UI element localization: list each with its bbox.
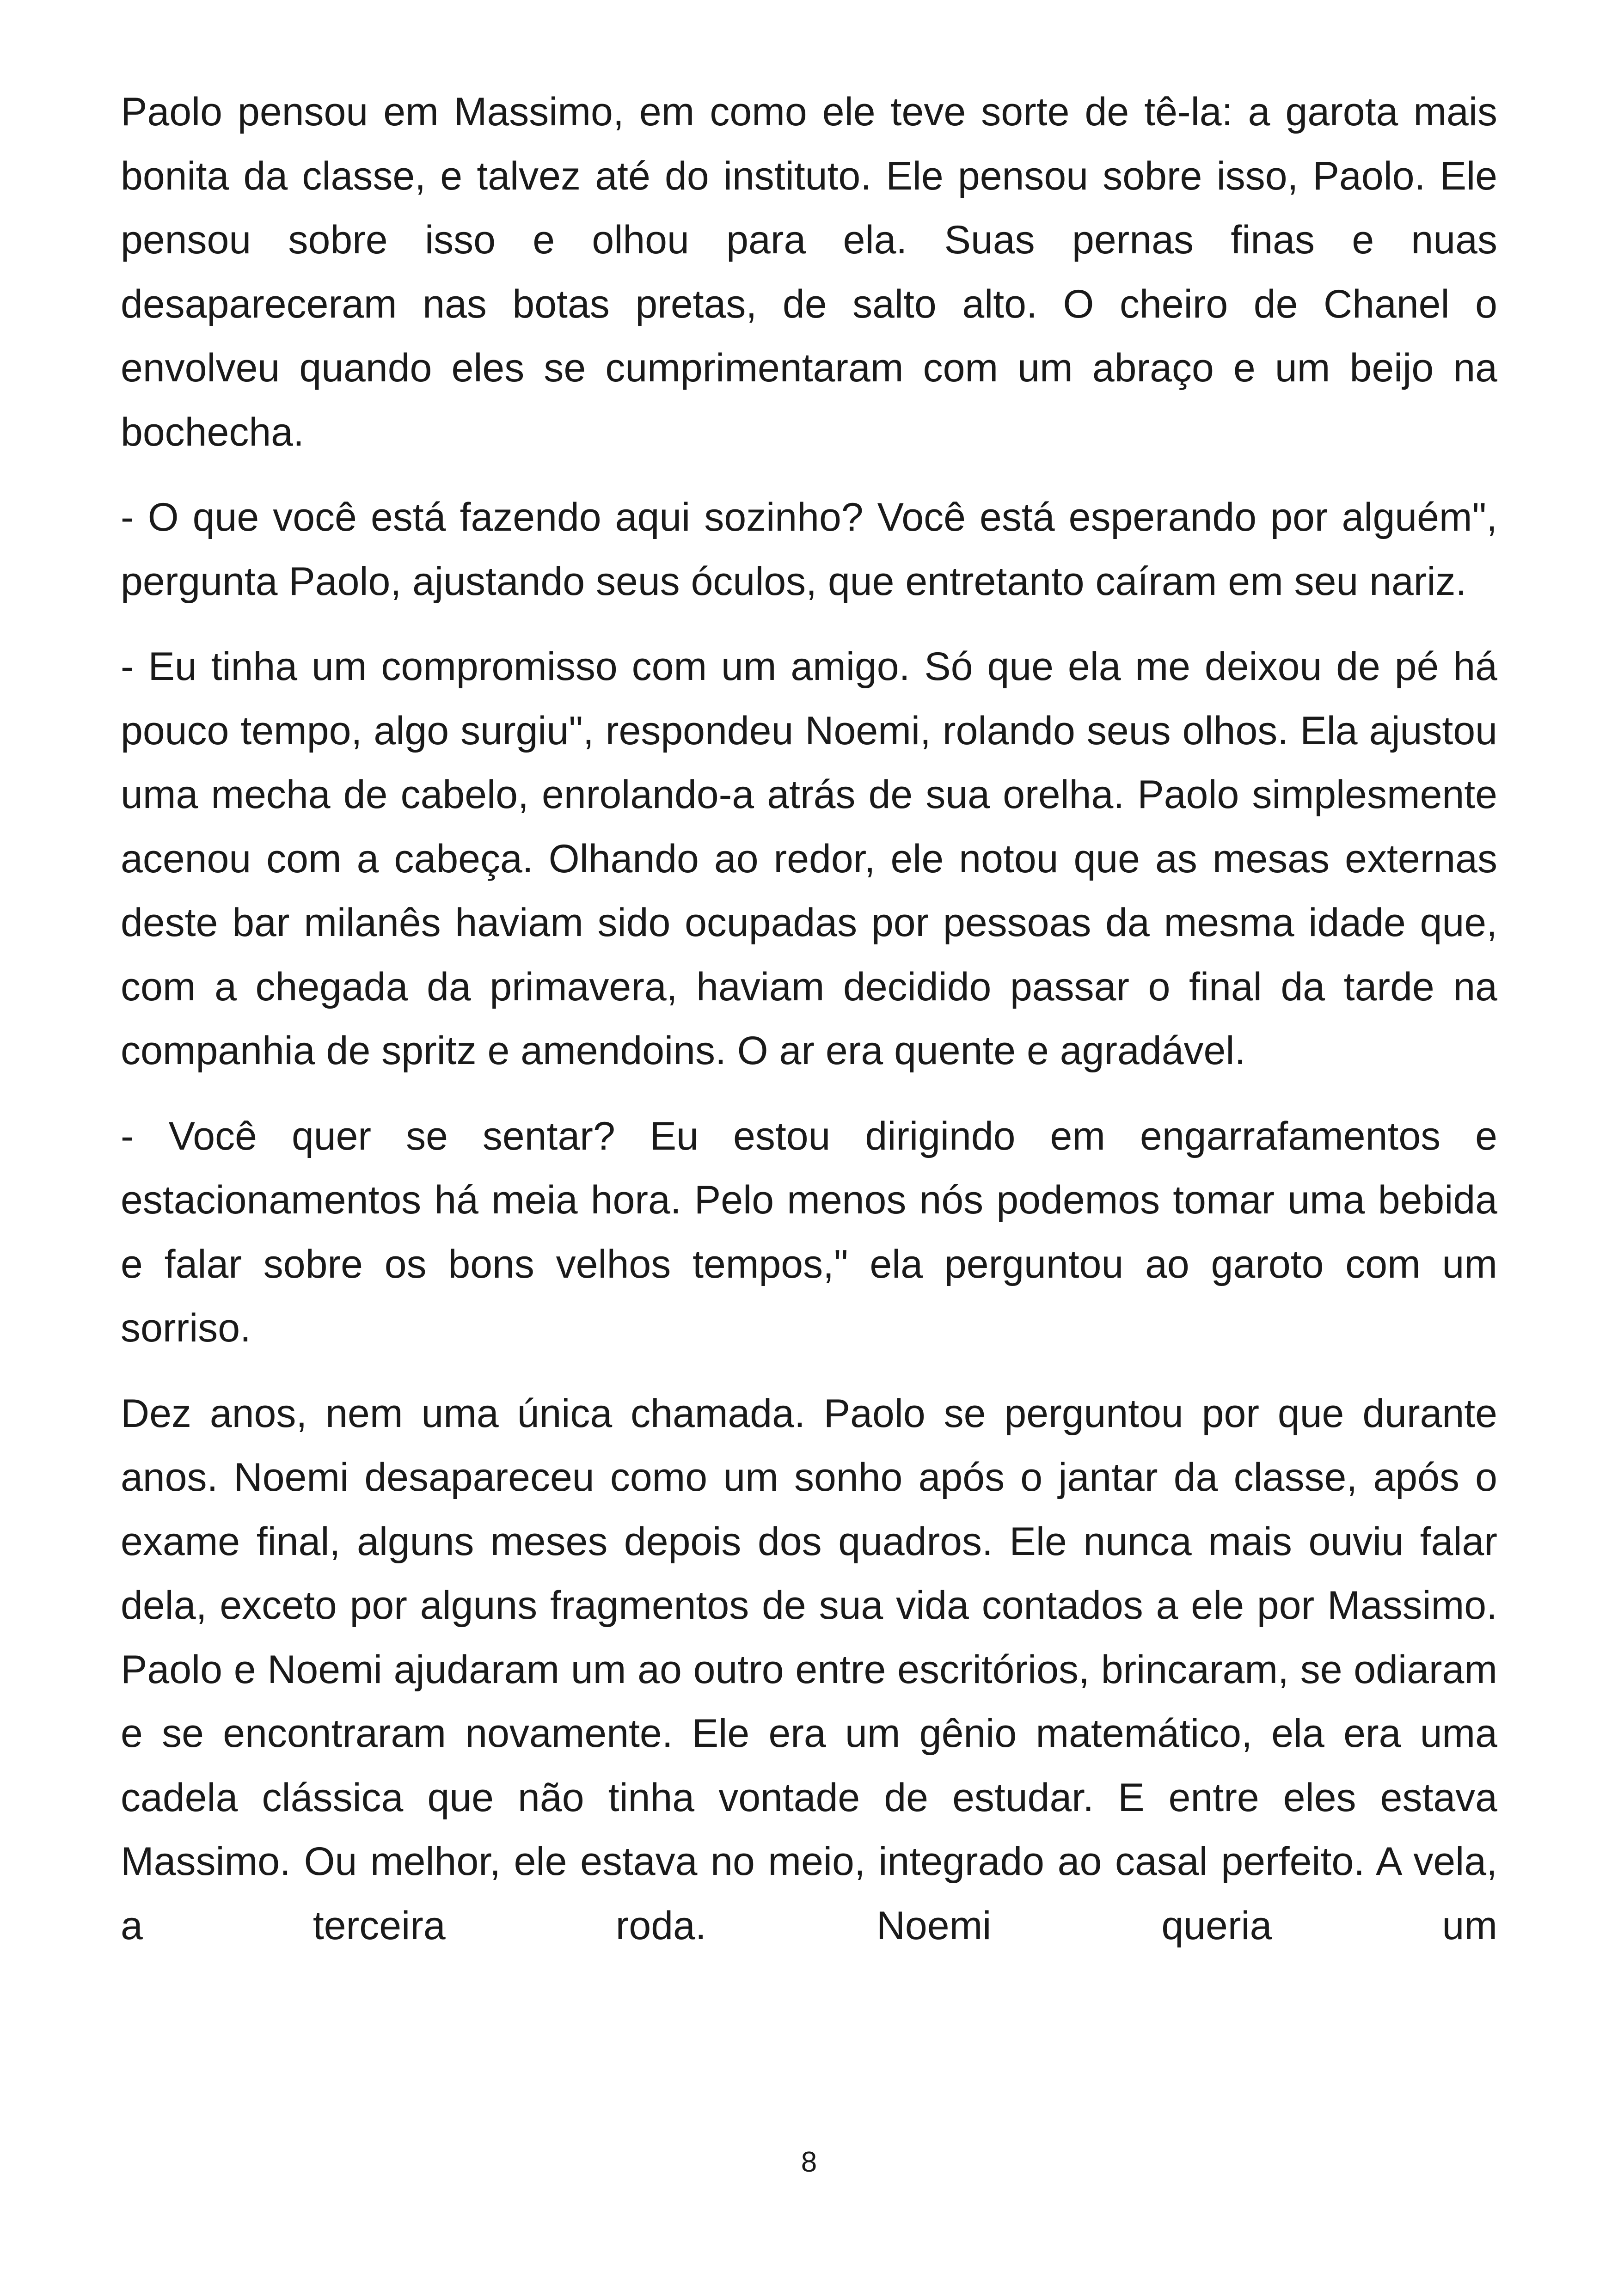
paragraph-1: Paolo pensou em Massimo, em como ele teve sorte de tê-la: a garota mais bonita da classe, e talvez até do instituto. Ele pensou sobre isso, Paolo. Ele pensou sobre isso e olhou para ela. Suas pernas finas e nuas desapareceram nas botas pretas, de salto alto. O cheiro de Chanel o envolveu quando eles se cumprimentaram com um abraço e um beijo na bochecha. xyxy=(121,90,1497,454)
body-text xyxy=(121,80,1497,1958)
paragraph-2: - O que você está fazendo aqui sozinho? Você está esperando por alguém", pergunta Paolo, ajustando seus óculos, que entretanto caíram em seu nariz. xyxy=(121,495,1497,604)
paragraph-3: - Eu tinha um compromisso com um amigo. Só que ela me deixou de pé há pouco tempo, algo surgiu", respondeu Noemi, rolando seus olhos. Ela ajustou uma mecha de cabelo, enrolando-a atrás de sua orelha. Paolo simplesmente acenou com a cabeça. Olhando ao redor, ele notou que as mesas externas deste bar milanês haviam sido ocupadas por pessoas da mesma idade que, com a chegada da primavera, haviam decidido passar o final da tarde na companhia de spritz e amendoins. O ar era quente e agradável. xyxy=(121,644,1497,1073)
paragraph-4: - Você quer se sentar? Eu estou dirigindo em engarrafamentos e estacionamentos há meia hora. Pelo menos nós podemos tomar uma bebida e falar sobre os bons velhos tempos," ela perguntou ao garoto com um sorriso. xyxy=(121,1114,1497,1350)
paragraph-5: Dez anos, nem uma única chamada. Paolo se perguntou por que durante anos. Noemi desapareceu como um sonho após o jantar da classe, após o exame final, alguns meses depois dos quadros. Ele nunca mais ouviu falar dela, exceto por alguns fragmentos de sua vida contados a ele por Massimo. Paolo e Noemi ajudaram um ao outro entre escritórios, brincaram, se odiaram e se encontraram novamente. Ele era um gênio matemático, ela era uma cadela clássica que não tinha vontade de estudar. E entre eles estava Massimo. Ou melhor, ele estava no meio, integrado ao casal perfeito. A vela, a terceira roda. Noemi queria um xyxy=(121,1391,1497,1948)
page-number: 8 xyxy=(801,2146,817,2178)
